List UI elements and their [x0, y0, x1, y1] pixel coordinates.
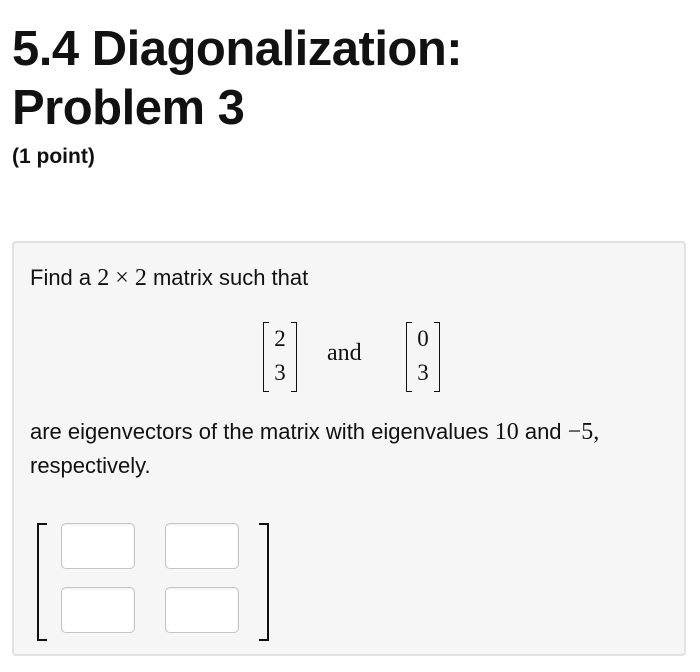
matrix-bracket-right	[259, 523, 269, 641]
vector-bracket-right	[434, 322, 440, 392]
matrix-bracket-left	[37, 523, 47, 641]
page-title	[12, 20, 462, 138]
desc-part-1: are eigenvectors of the matrix with eigenvalues	[30, 419, 489, 444]
matrix-size: 2 × 2	[97, 265, 147, 291]
matrix-entry-row1-col2[interactable]	[165, 523, 239, 569]
points-label: (1 point)	[12, 145, 95, 168]
matrix-entry-row2-col1[interactable]	[61, 587, 135, 633]
desc-part-2: respectively.	[30, 453, 151, 478]
vector-2-bottom-entry: 3	[417, 360, 429, 385]
problem-prompt	[30, 263, 308, 293]
desc-and: and	[524, 419, 562, 444]
matrix-entry-row2-col2[interactable]	[165, 587, 239, 633]
prompt-prefix: Find a	[30, 265, 92, 290]
answer-matrix	[37, 523, 269, 641]
vector-1-bottom-entry: 3	[274, 360, 286, 385]
title-line-2: Problem 3	[12, 81, 245, 135]
vector-1-top-entry: 2	[274, 326, 286, 351]
vector-2-top-entry: 0	[417, 326, 429, 351]
problem-description	[30, 415, 670, 483]
eigenvector-2	[406, 322, 440, 392]
title-line-1: 5.4 Diagonalization:	[12, 22, 463, 76]
eigenvalue-2: −5,	[567, 419, 600, 445]
connector-and: and	[327, 340, 362, 366]
matrix-entry-row1-col1[interactable]	[61, 523, 135, 569]
eigenvector-1	[263, 322, 297, 392]
problem-box	[12, 241, 686, 656]
eigenvalue-1: 10	[494, 419, 519, 445]
prompt-suffix: matrix such that	[152, 265, 309, 290]
vector-bracket-right	[291, 322, 297, 392]
